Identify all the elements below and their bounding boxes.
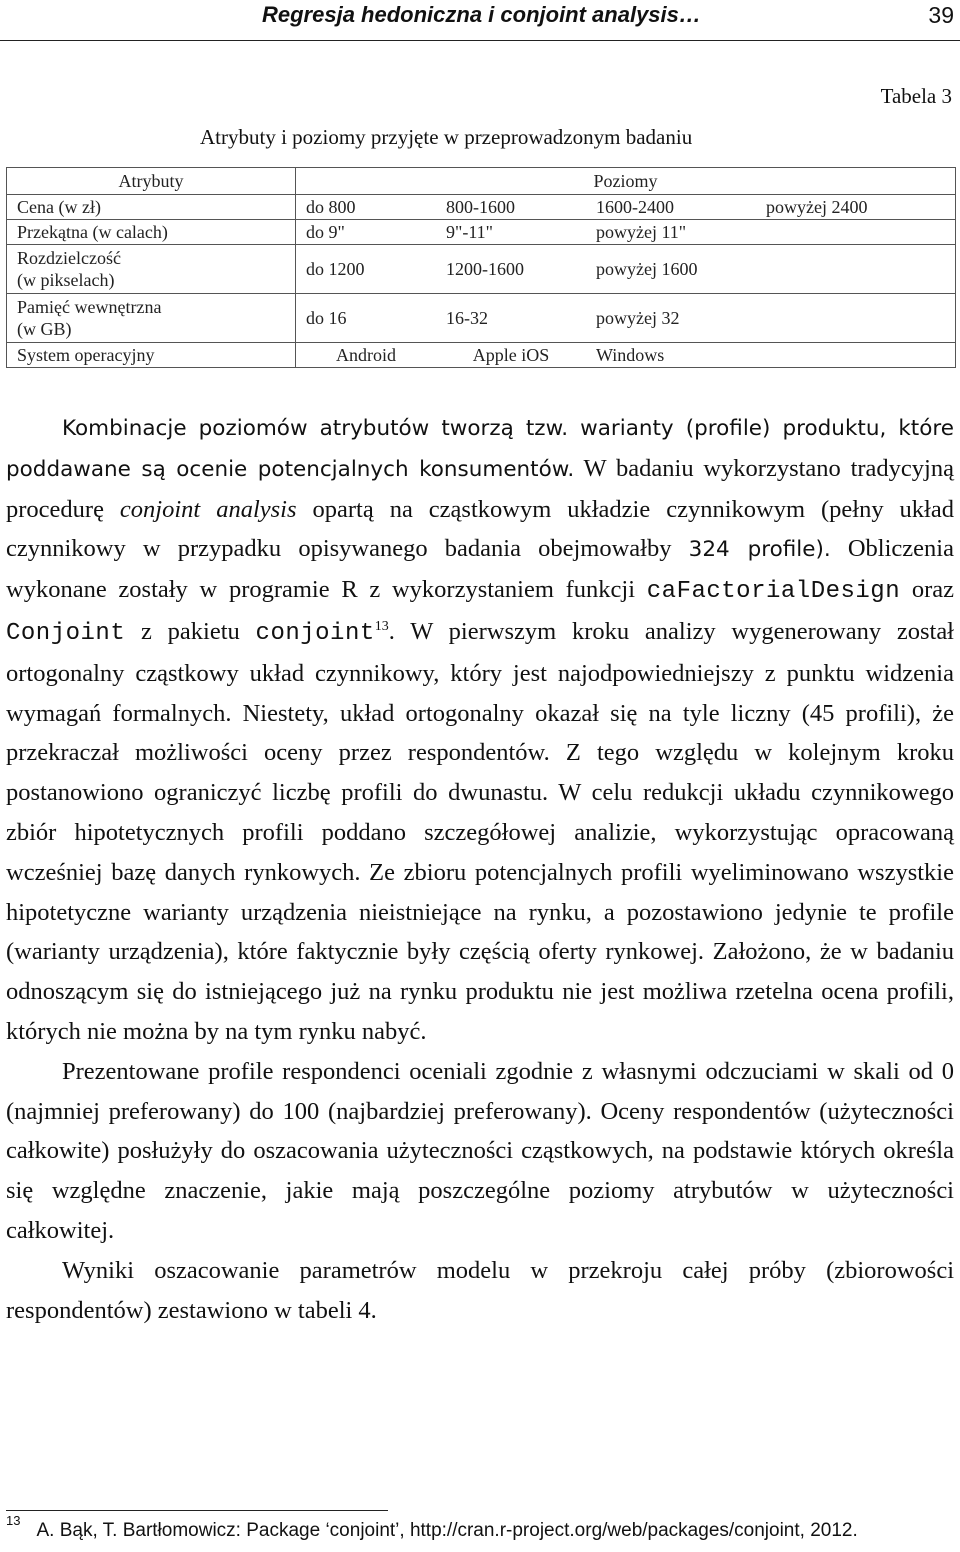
table-row — [7, 343, 956, 368]
level-cell: do 9" — [296, 220, 437, 245]
level-cell: 1600-2400 — [586, 195, 756, 220]
attribute-line: (w pikselach) — [17, 270, 115, 290]
level-cell: Apple iOS — [436, 343, 586, 368]
attribute-cell — [7, 245, 296, 294]
table-row — [7, 245, 956, 294]
level-cell: do 16 — [296, 294, 437, 343]
paragraph-sans-text: Kombinacje poziomów atrybutów tworzą tzw. warianty (profile) produktu, które poddawane są ocenie potencjalnych konsumentów. — [6, 416, 954, 482]
level-cell: 16-32 — [436, 294, 586, 343]
paragraph-text: z pakietu — [125, 617, 256, 645]
table-header-row — [7, 168, 956, 195]
footnote-number: 13 — [6, 1512, 21, 1528]
level-cell: powyżej 2400 — [756, 195, 956, 220]
footnote-rule — [6, 1510, 388, 1511]
table-caption — [0, 125, 960, 150]
attribute-cell: System operacyjny — [7, 343, 296, 368]
table-caption-text: Atrybuty i poziomy przyjęte w przeprowadzonym badaniu — [200, 125, 693, 149]
table-row — [7, 294, 956, 343]
attribute-cell: Cena (w zł) — [7, 195, 296, 220]
level-cell: 1200-1600 — [436, 245, 586, 294]
paragraph — [6, 408, 954, 1052]
attribute-cell: Przekątna (w calach) — [7, 220, 296, 245]
attribute-line: (w GB) — [17, 319, 72, 339]
level-cell: Android — [296, 343, 437, 368]
table-row — [7, 195, 956, 220]
level-cell — [756, 294, 956, 343]
level-cell: 9"-11" — [436, 220, 586, 245]
table-row — [7, 220, 956, 245]
paragraph-text: Obliczenia wykonane zostały w programie R z wykorzystaniem funkcji — [6, 535, 954, 604]
footnote — [6, 1512, 956, 1542]
attribute-line: Rozdzielczość — [17, 248, 121, 268]
level-cell — [756, 343, 956, 368]
header-attributes: Atrybuty — [7, 168, 296, 195]
paragraph-text: oraz — [900, 576, 954, 604]
body-text — [6, 408, 954, 1330]
level-cell: powyżej 11" — [586, 220, 756, 245]
code-function: Conjoint — [6, 619, 126, 647]
paragraph-text: opartą na cząstkowym układzie czynnikowym (pełny układ czynnikowy w przypadku opisywanego badania obejmowałby — [6, 495, 954, 563]
level-cell: powyżej 1600 — [586, 245, 756, 294]
footnote-text: A. Bąk, T. Bartłomowicz: Package ‘conjoint’, http://cran.r-project.org/web/packages/conjoint, 2012. — [36, 1520, 858, 1541]
paragraph: Prezentowane profile respondenci oceniali zgodnie z własnymi odczuciami w skali od 0 (najmniej preferowany) do 100 (najbardziej preferowany). Oceny respondentów (użyteczności całkowite) posłużyły do oszacowania użyteczności cząstkowych, na podstawie których określa się względne znaczenie, jakie mają poszczególne poziomy atrybutów w użyteczności całkowitej. — [6, 1057, 954, 1244]
code-function: caFactorialDesign — [646, 578, 901, 606]
page-header — [0, 0, 960, 41]
level-cell — [756, 220, 956, 245]
paragraph-text: . W pierwszym kroku analizy wygenerowany został ortogonalny cząstkowy układ czynnikowy, który jest najodpowiedniejszy z punktu widzenia wymagań formalnych. Niestety, układ ortogonalny okazał się na tyle liczny (45 profili), że przekraczał możliwości oceny przez respondentów. Z tego względu w kolejnym kroku postanowiono ograniczyć liczbę profili do dwunastu. W celu redukcji układu czynnikowego zbiór hipotetycznych profili poddano szczegółowej analizie, wykorzystując opracowaną wcześniej bazę danych rynkowych. Ze zbioru potencjalnych profili wyeliminowano wszystkie hipotetyczne warianty urządzenia nieistniejące na rynku, a pozostawiono jedynie te profile (warianty urządzenia), które faktycznie były częścią oferty rynkowej. Założono, że w badaniu odnoszącym się do istniejącego już na rynku produktu nie jest możliwa rzetelna ocena profili, których nie można by na tym rynku nabyć. — [6, 617, 954, 1045]
paragraph: Wyniki oszacowanie parametrów modelu w przekroju całej próby (zbiorowości respondentów) zestawiono w tabeli 4. — [6, 1256, 954, 1324]
page-number: 39 — [928, 2, 954, 28]
paragraph-text: W badaniu wykorzystano tradycyjną procedurę — [6, 454, 954, 523]
table-number: Tabela 3 — [880, 84, 952, 108]
attribute-cell — [7, 294, 296, 343]
header-levels: Poziomy — [296, 168, 956, 195]
attributes-table — [6, 167, 956, 368]
attribute-line: Pamięć wewnętrzna — [17, 297, 162, 317]
level-cell: do 1200 — [296, 245, 437, 294]
level-cell — [756, 245, 956, 294]
level-cell: Windows — [586, 343, 756, 368]
footnote-ref: 13 — [374, 618, 389, 634]
code-package: conjoint — [255, 619, 375, 647]
running-title: Regresja hedoniczna i conjoint analysis… — [262, 2, 701, 27]
level-cell: 800-1600 — [436, 195, 586, 220]
italic-term: conjoint analysis — [119, 495, 297, 523]
level-cell: powyżej 32 — [586, 294, 756, 343]
level-cell: do 800 — [296, 195, 437, 220]
paragraph-sans-text: 324 profile). — [688, 537, 831, 563]
